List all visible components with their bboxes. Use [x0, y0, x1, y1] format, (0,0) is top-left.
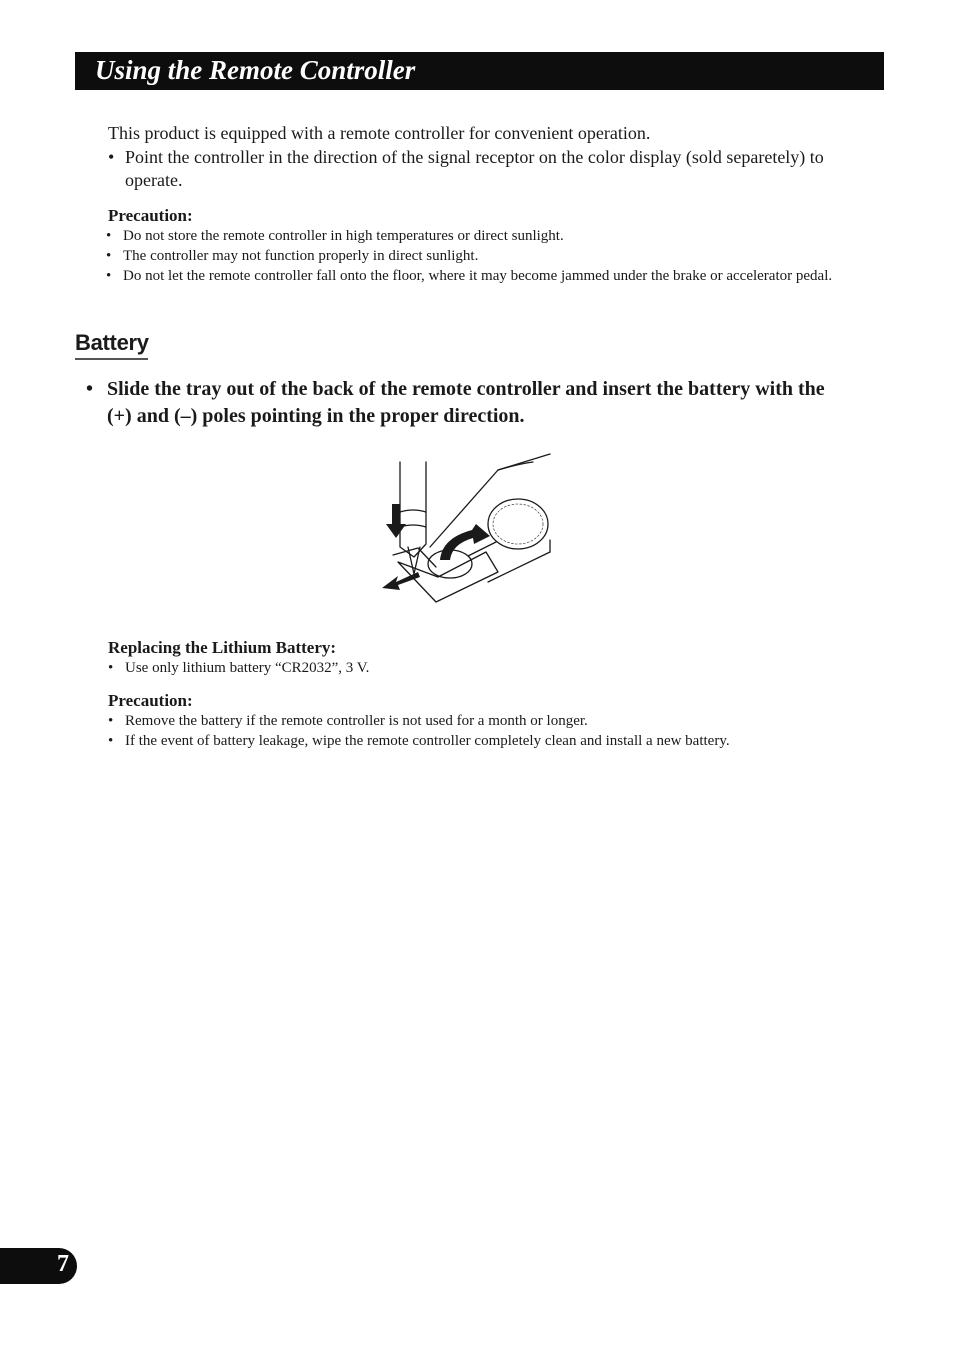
replacing-list	[108, 658, 838, 678]
bullet-glyph: •	[106, 248, 112, 264]
list-item	[106, 266, 838, 286]
intro-section	[108, 122, 828, 193]
curved-arrow	[440, 524, 490, 560]
precaution-section-1	[108, 205, 838, 286]
list-item-text: The controller may not function properly in direct sunlight.	[123, 248, 479, 264]
replacing-section	[108, 637, 838, 678]
bullet-glyph: •	[106, 268, 112, 284]
precaution-heading-1: Precaution:	[108, 206, 193, 225]
coin-battery	[488, 499, 548, 549]
list-item	[106, 226, 838, 246]
precaution-heading-2: Precaution:	[108, 691, 193, 710]
replacing-heading: Replacing the Lithium Battery:	[108, 638, 337, 657]
list-item-text: Use only lithium battery “CR2032”, 3 V.	[125, 660, 370, 676]
battery-instruction	[86, 376, 846, 430]
list-item-text: Do not store the remote controller in high temperatures or direct sunlight.	[123, 228, 564, 244]
battery-heading: Battery	[75, 330, 149, 355]
bullet-glyph: •	[106, 228, 112, 244]
list-item	[106, 246, 838, 266]
bullet-glyph: •	[108, 146, 115, 167]
list-item-text: Remove the battery if the remote controller is not used for a month or longer.	[125, 713, 588, 729]
slide-out-arrow	[382, 572, 420, 590]
intro-bullet	[108, 146, 828, 193]
title-bar	[75, 52, 884, 90]
bullet-glyph: •	[108, 660, 114, 676]
intro-bullet-text: Point the controller in the direction of the signal receptor on the color display (sold separetely) to operate.	[125, 146, 824, 190]
list-item-text: Do not let the remote controller fall onto the floor, where it may become jammed under the brake or accelerator pedal.	[123, 268, 833, 284]
page-title: Using the Remote Controller	[95, 55, 416, 85]
precaution-list-2	[108, 711, 838, 751]
heading-underline	[75, 358, 148, 360]
precaution-section-2	[108, 690, 838, 751]
precaution-list-1	[106, 226, 838, 286]
bullet-glyph: •	[86, 378, 94, 400]
battery-instruction-text: Slide the tray out of the back of the remote controller and insert the battery with the (+) and (–) poles pointing in the proper direction.	[107, 378, 825, 427]
intro-text: This product is equipped with a remote controller for convenient operation.	[108, 123, 651, 143]
battery-tray-illustration	[378, 452, 558, 612]
bullet-glyph: •	[108, 713, 114, 729]
down-arrow	[386, 504, 406, 538]
list-item-text: If the event of battery leakage, wipe the remote controller completely clean and install a new battery.	[125, 733, 730, 749]
list-item	[108, 731, 838, 751]
page-number-tab	[0, 1248, 77, 1284]
bullet-glyph: •	[108, 733, 114, 749]
list-item	[108, 711, 838, 731]
list-item	[108, 658, 838, 678]
page-number: 7	[57, 1251, 69, 1277]
